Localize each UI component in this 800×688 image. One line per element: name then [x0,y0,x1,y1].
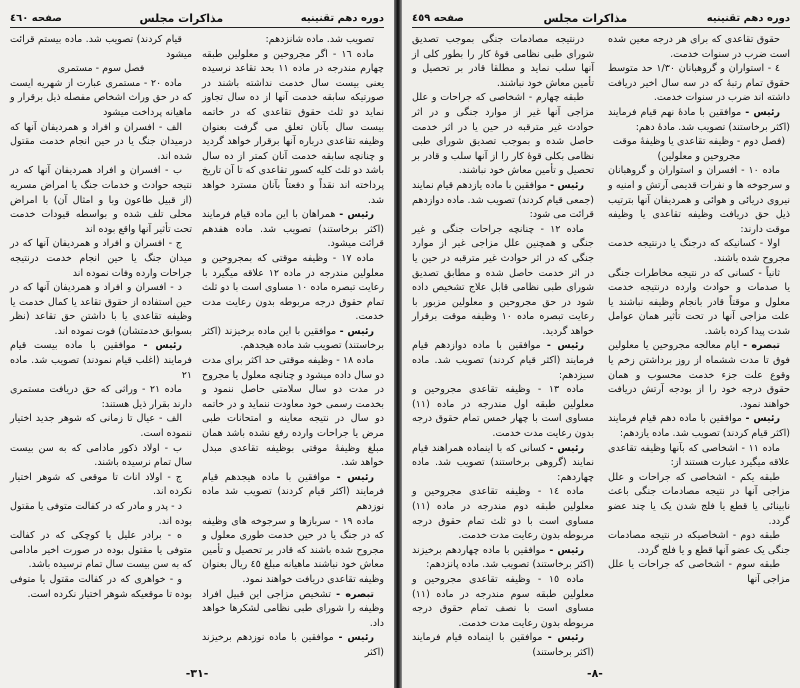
paragraph [412,573,594,631]
paragraph-text: حقوق تقاعدی که برای هر درجه معین شده است ضرب در سنوات خدمت. [608,34,790,60]
paragraph-text: د - افسران و افراد و همردیفان آنها که در حین استفاده از حقوق تقاعد یا کمال خدمت یا وظیفه تقاعدی یا با داشتن حق تقاعد (نظر بسوابق خدمتشان) فوت نموده اند. [10,282,192,337]
paragraph-text: قیام کردند) تصویب شد. ماده بیستم قرائت میشود [10,34,192,60]
text-column-right [608,33,790,661]
paragraph-text: موافقین با ماده دهم قیام فرمایند (اکثر قیام کردند) تصویب شد. ماده یازدهم: [608,413,790,440]
text-columns [412,33,790,661]
paragraph [608,529,790,558]
speaker-paragraph [412,544,594,573]
paragraph [10,121,192,165]
paragraph [10,383,192,412]
speaker-label: رئیس - [143,340,182,352]
speaker-label: رئیس - [547,632,584,644]
paragraph-text: ماده ١٣ - وظیفه تقاعدی مجروحین و معلولین طبقه اول مندرجه در ماده (١١) مساوی است با چهار خمس تمام حقوق درجه بدون رعایت مدت خدمت. [412,384,594,440]
paragraph [608,33,790,62]
session-label: دوره دهم تقنینیه [706,12,790,24]
paragraph-text: موافقین با ماده یازدهم قیام نمایند (جمعی قیام کردند) تصویب شد. ماده دوازدهم قرائت می شود: [412,179,594,221]
session-label: دوره دهم تقنینیه [300,12,384,24]
paragraph [608,135,790,164]
paragraph-text: ٤ - استواران و گروهبانان ١/٣٠ حد متوسط حقوق تمام رتبهٔ که در سه سال اخیر دریافت داشته اند ضرب در سنوات خدمت. [608,63,790,104]
paragraph-text: موافقین با ماده بیست قیام فرمایند (اغلب قیام نمودند) تصویب شد. ماده ٢١ [10,340,192,381]
speaker-paragraph [202,631,384,660]
speaker-paragraph [202,208,384,252]
paragraph [608,164,790,237]
paragraph-text: الف - عیال تا زمانی که شوهر جدید اختیار ننموده است. [10,413,192,440]
paragraph [608,62,790,106]
paragraph [10,442,192,471]
page-460 [0,0,394,688]
paragraph [608,558,790,587]
paragraph-text: ب - افسران و افراد همردیفان آنها که در نتیجه حوادث و خدمات جنگ یا امراض مسریه (از قبیل طاعون وبا و امثال آن) با امراض محلی تلف شده و بواسطه قیودات خدمت تحت تأثیر آنها واقع بوده اند [10,165,192,235]
paragraph-text: موافقین با اینماده قیام فرمایند (اکثر برخاستند) [412,632,594,658]
speaker-paragraph [10,339,192,383]
paragraph-text: ه - برادر علیل یا کوچکی که در کفالت متوفی یا مقتول بوده در صورت اخیر مادامی که به سن بیست سال تمام نرسیده باشد. [10,530,192,571]
paragraph-text: موافقین با ماده هیجدهم قیام فرمایند (اکثر قیام کردند) تصویب شد ماده نوزدهم [202,471,384,512]
page-footer-number: -٨- [587,666,603,680]
speaker-paragraph [202,588,384,632]
paragraph [10,281,192,339]
speaker-label: رئیس - [549,442,584,454]
page-footer-number: -٣١- [185,666,209,680]
speaker-paragraph [608,412,790,441]
paragraph-text: تشخیص مزاجی این قبیل افراد وظیفه را شورای طبی نظامی لشکرها خواهد داد. [202,588,384,629]
paragraph-text: طبقه سوم - اشخاصی که جراحات یا علل مزاجی آنها [608,559,790,585]
paragraph-text: ج - افسران و افراد و همردیفان آنها که در میدان جنگ یا حین انجام خدمت درنتیجه جراحات وارده وفات نموده اند [10,238,192,279]
paragraph-text: طبقه چهارم - اشخاصی که جراحات و علل مزاجی آنها غیر از موارد جنگی و در اثر حوادث غیر مترقبه در حین یا در اثر خدمت حاصل شده و بموجب تصدیق شورای طبی نظامی بکلی قوهٔ کار را از آنها سلب و قادر بر تحصیل و تأمین معاش خود نباشند. [412,92,594,177]
speaker-label: رئیس - [745,106,780,118]
paragraph-text: د - پدر و مادر که در کفالت متوفی یا مقتول بوده اند. [10,501,192,527]
page-number: صفحه ٤٥٩ [412,12,464,24]
paragraph [412,485,594,543]
paragraph-text: ماده ١٩ - سربازها و سرجوخه های وظیفه که در جنگ یا در حین خدمت طوری معلول و مجروح شده باشند که قادر بر تحصیل و تأمین معاش خود نباشند ماهیانه مبلغ ٤٥ ریال بعنوان وظیفه تقاعدی دریافت خواهند نمود. [202,515,384,585]
speaker-paragraph [412,339,594,383]
paragraph-text: ماده ٢١ - وراثی که حق دریافت مستمری دارند بقرار ذیل هستند: [10,384,192,410]
page-459 [402,0,800,688]
speaker-label: تبصره - [336,588,374,600]
paragraph-text: ایام معالجه مجروحین یا معلولین فوق تا مدت ششماه از روز برداشتن زخم یا وقوع علت جزء خدمت محسوب و همان حقوق درجه خود را از بودجه آرتش دریافت خواهند نمود. [608,340,790,410]
paragraph-text: ج - اولاد اناث تا موقعی که شوهر اختیار نکرده اند. [10,471,192,498]
paragraph-text: ماده ١٦ - اگر مجروحین و معلولین طبقه چهارم مندرجه در ماده ١١ بحد تقاعد نرسیده یعنی بیست سال خدمت نداشته باشند در صورتیکه سابقه خدمت آنها از ده سال تجاوز نماید دو ثلث حقوق تقاعدی که در خاتمه بیست سال بآنان تعلق می گرفت بعنوان وظیفه تقاعدی درباره آنها برقرار خواهد گردید و چنانچه سابقه خدمت آنان کمتر از ده سال باشد دو ثلث کلیه کسور تقاعدی که تا آن تاریخ پرداخته اند نقداً و دفعتاً بآنان مسترد خواهد شد. [202,48,384,206]
journal-title: مذاکرات مجلس [139,11,224,25]
text-column-right [202,33,384,661]
paragraph-text: ماده ١٥ - وظیفه تقاعدی مجروحین و معلولین طبقه سوم مندرجه در ماده (١١) مساوی است با نصف تمام حقوق درجه مربوطه بدون رعایت مدت خدمت. [412,573,594,629]
speaker-paragraph [608,339,790,412]
paragraph [412,33,594,91]
paragraph [10,33,192,62]
paragraph-text: کسانی که با اینماده همراهند قیام نمایند (گروهی برخاستند) تصویب شد. ماده چهاردهم: [412,442,594,483]
paragraph [608,267,790,340]
paragraph [10,471,192,500]
text-column-left [10,33,192,661]
paragraph-text: ماده ١٧ - وظیفه موقتی که بمجروحین و معلولین مندرجه در ماده ١٢ علاقه میگیرد با رعایت تبصره ماده ١٠ مساوی است با دو ثلث تمام حقوق درجه مربوطه بدون رعایت مدت خدمت. [202,252,384,323]
paragraph-text: ماده ١٤ - وظیفه تقاعدی مجروحین و معلولین طبقه دوم مندرجه در ماده (١١) مساوی است با دو ثلث تمام حقوق درجه مربوطه بدون رعایت مدت خدمت. [412,486,594,542]
speaker-label: رئیس - [336,471,374,483]
paragraph [10,237,192,281]
paragraph-text: ثانیاً - کسانی که در نتیجه مخاطرات جنگی یا صدمات و حوادث وارده درنتیجه خدمت معلول و موقتاً قادر بانجام وظیفه نباشند یا علت مزاجی آنها در تحت تأثیر همان عوامل شدت پیدا کرده باشد. [608,267,790,337]
paragraph [608,442,790,471]
paragraph [412,383,594,441]
paragraph-text: موافقین با این ماده برخیزند (اکثر برخاستند) تصویب شد ماده هیجدهم. [202,325,384,352]
speaker-label: رئیس - [550,179,584,191]
speaker-label: رئیس - [745,413,780,425]
paragraph-text: موافقین با ماده چهاردهم برخیزند (اکثر برخاستند) تصویب شد. ماده پانزدهم: [412,544,594,571]
speaker-paragraph [202,325,384,354]
page-header [412,9,790,28]
speaker-paragraph [412,179,594,223]
paragraph-text: ماده ١١ - اشخاصی که بآنها وظیفه تقاعدی علاقه میگیرد عبارت هستند از: [608,442,790,469]
paragraph-text: فصل سوم - مستمری [57,63,145,75]
book-gutter [394,0,402,688]
paragraph-text: طبقه دوم - اشخاصیکه در نتیجه مصادمات جنگی یک عضو آنها قطع و یا فلج گردد. [608,530,790,556]
paragraph [10,164,192,237]
paragraph [412,223,594,340]
paragraph [202,33,384,48]
speaker-label: تبصره - [743,340,780,352]
speaker-paragraph [412,631,594,660]
paragraph-text: موافقین با مادهٔ نهم قیام فرمایند (اکثر برخاستند) تصویب شد. مادهٔ دهم: [608,106,790,133]
paragraph-text: و - خواهری که در کفالت مقتول یا متوفی بوده تا موقعیکه شوهر اختیار نکرده است. [10,573,192,600]
paragraph-text: ماده ٢٠ - مستمری عبارت از شهریه ایست که در حق وراث اشخاص مفصله ذیل برقرار و ماهیانه پرداخت میشود [10,77,192,118]
paragraph [202,48,384,209]
paragraph-text: اولا - کسانیکه که درجنگ یا درنتیجه خدمت مجروح شده باشند. [608,238,790,264]
speaker-paragraph [608,106,790,135]
paragraph [10,573,192,602]
paragraph-text: ماده ١٠ - افسران و استواران و گروهبانان و سرجوخه ها و نفرات قدیمی آرتش و امنیه و نیروی دریائی و هوائی و همردیفان آنها بترتیب ذیل حق دریافت وظیفه تقاعدی یا وظیفه موقت دارند: [608,165,790,235]
paragraph-text: موافقین با ماده دوازدهم قیام فرمایند (اکثر قیام کردند) تصویب شد. ماده سیزدهم: [412,340,594,381]
paragraph-text: طبقه یکم - اشخاصی که جراحات و علل مزاجی آنها در نتیجه مصادمات جنگی باعث نابینائی یا قطع یا فلج شدن یک یا چند عضو گردد. [608,471,790,527]
speaker-paragraph [412,442,594,486]
paragraph-text: تصویب شد. ماده شانزدهم: [265,34,374,45]
paragraph [608,471,790,529]
speaker-label: رئیس - [339,325,374,337]
paragraph-text: موافقین با ماده نوزدهم برخیزند (اکثر [202,632,384,658]
speaker-paragraph [202,471,384,515]
paragraph [202,515,384,588]
paragraph [412,91,594,179]
paragraph [10,529,192,573]
paragraph [10,77,192,121]
speaker-label: رئیس - [338,632,374,644]
paragraph-text: الف - افسران و افراد و همردیفان آنها که درمیدان جنگ یا در حین انجام خدمت مقتول شده اند. [10,121,192,162]
paragraph [608,237,790,266]
page-number: صفحه ٤٦٠ [10,12,62,24]
text-columns [10,33,384,661]
journal-title: مذاکرات مجلس [543,11,628,25]
speaker-label: رئیس - [549,544,584,556]
paragraph-text: درنتیجه مصادمات جنگی بموجب تصدیق شورای طبی نظامی قوهٔ کار را بطور کلی از آنها سلب نماید و مطلقا قادر بر تحصیل و تأمین معاش خود نباشند. [412,34,594,89]
paragraph [10,500,192,529]
paragraph-text: ماده ١٢ - چنانچه جراحات جنگی و غیر جنگی و همچنین علل مزاجی غیر از موارد جنگی که در اثر حوادث غیر مترقبه در حین یا در اثر خدمت حاصل شده و مطابق تصدیق شورای طبی نظامی قابل علاج تشخیص داده شود در حق مجروحین و معلولین مزبور با رعایت تبصره ماده ١٠ وظیفه موقت برقرار خواهد گردید. [412,223,594,337]
paragraph [10,62,192,77]
speaker-label: رئیس - [546,340,584,352]
paragraph-text: (فصل دوم - وظیفه تقاعدی یا وظیفهٔ موقت مجروحین و معلولین) [612,136,786,162]
speaker-label: رئیس - [339,209,374,221]
paragraph-text: همراهان با این ماده قیام فرمایند (اکثر برخاستند) تصویب شد. ماده هفدهم قرائت میشود. [202,209,384,250]
text-column-left [412,33,594,661]
paragraph [202,252,384,325]
paragraph [10,412,192,441]
page-header [10,9,384,28]
paragraph-text: ماده ١٨ - وظیفه موقتی حد اکثر برای مدت دو سال داده میشود و چنانچه معلول یا مجروح در مدت دو سال سلامتی حاصل ننمود و بخدمت رسمی خود معاودت ننماید و در خاتمه دو سال در نتیجه معاینه و امتحانات طبی مرض یا جراحات وارده رفع نشده باشد همان مبلغ وظیفهٔ موقتی بوظیفه تقاعدی مبدل خواهد شد. [202,355,384,469]
paragraph-text: ب - اولاد ذکور مادامی که به سن بیست سال تمام نرسیده باشند. [10,442,192,469]
paragraph [202,354,384,471]
